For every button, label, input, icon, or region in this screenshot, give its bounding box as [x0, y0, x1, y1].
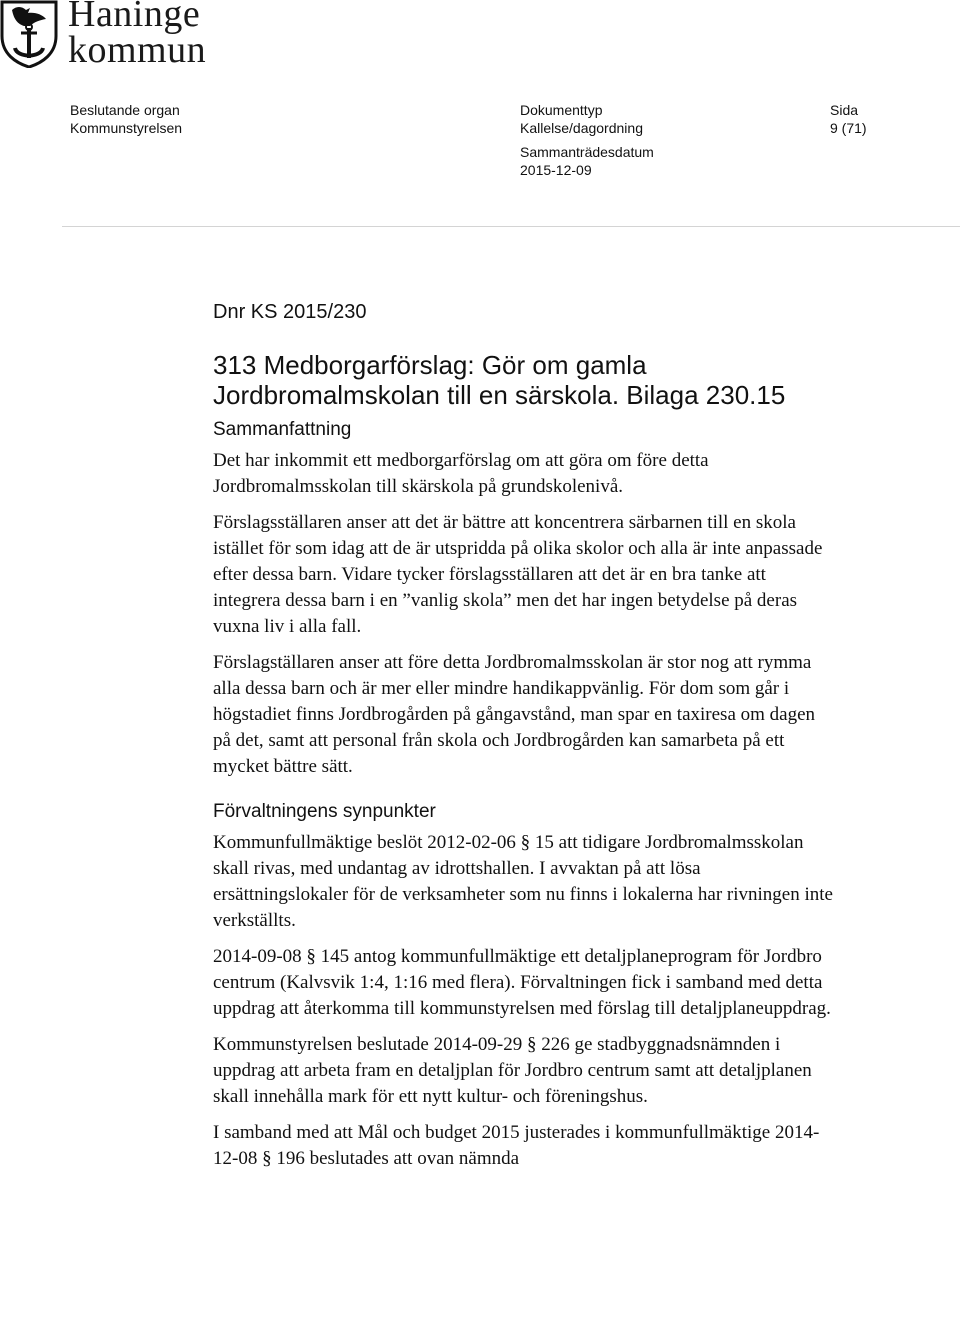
page-label: Sida	[830, 102, 859, 118]
date-label: Sammanträdesdatum	[520, 144, 654, 160]
agenda-item-heading: 313 Medborgarförslag: Gör om gamla Jordbromalmskolan till en särskola. Bilaga 230.15	[213, 350, 786, 410]
header-date	[520, 143, 654, 179]
header-doctype	[520, 101, 643, 137]
doctype-label: Dokumenttyp	[520, 102, 603, 118]
paragraph: Det har inkommit ett medborgarförslag om att göra om före detta Jordbromalmsskolan till skärskola på grundskolenivå.	[213, 450, 709, 497]
paragraph: Kommunfullmäktige beslöt 2012-02-06 § 15 att tidigare Jordbromalmsskolan skall rivas, med undantag av idrottshallen. I avvaktan på att lösa ersättningslokaler för de verksamheter som nu finns i lokalerna har rivningen inte verkställts.	[213, 832, 833, 931]
paragraph: 2014-09-08 § 145 antog kommunfullmäktige ett detaljplaneprogram för Jordbro centrum (Kalvsvik 1:4, 1:16 med flera). Förvaltningen fick i samband med detta uppdrag att återkomma till kommunstyrelsen med förslag till detaljplaneuppdrag.	[213, 946, 831, 1019]
logo-wordmark	[68, 0, 207, 71]
section-administration-views	[213, 800, 833, 1172]
header-divider	[62, 226, 960, 227]
date-value: 2015-12-09	[520, 162, 592, 178]
paragraph: Förslagställaren anser att före detta Jordbromalmsskolan är stor nog att rymma alla dessa barn och är mer eller mindre handikappvänlig. För dom som går i högstadiet finns Jordbrogården på gångavstånd, man spar en taxiresa om dagen på det, samt att personal från skola och Jordbrogården kan samarbeta på ett mycket bättre sätt.	[213, 652, 816, 777]
section-title: Förvaltningens synpunkter	[213, 801, 436, 822]
header-page	[830, 101, 867, 137]
logo-line-1: Haninge	[68, 0, 201, 35]
logo-line-2: kommun	[68, 29, 207, 71]
paragraph: Kommunstyrelsen beslutade 2014-09-29 § 226 ge stadbyggnadsnämnden i uppdrag att arbeta fram en detaljplan för Jordbro centrum samt att detaljplanen skall innehålla mark för ett nytt kultur- och föreningshus.	[213, 1034, 812, 1107]
paragraph: Förslagsställaren anser att det är bättre att koncentrera särbarnen till en skola istället för som idag att de är utspridda på olika skolor och alla är inte anpassade efter dessa barn. Vidare tycker förslagsställaren att det är en bra tanke att integrera dessa barn i en ”vanlig skola” men det har ingen betydelse på deras vuxna liv i alla fall.	[213, 512, 823, 637]
dnr-reference: Dnr KS 2015/230	[213, 301, 367, 323]
coat-of-arms-icon	[0, 0, 58, 68]
doctype-value: Kallelse/dagordning	[520, 120, 643, 136]
haninge-logo	[0, 0, 230, 75]
paragraph: I samband med att Mål och budget 2015 justerades i kommunfullmäktige 2014-12-08 § 196 beslutades att ovan nämnda	[213, 1122, 820, 1169]
header-organ	[70, 101, 182, 137]
page-value: 9 (71)	[830, 120, 867, 136]
document-body	[213, 300, 833, 1172]
organ-label: Beslutande organ	[70, 102, 180, 118]
section-summary	[213, 418, 833, 780]
organ-value: Kommunstyrelsen	[70, 120, 183, 136]
section-title: Sammanfattning	[213, 419, 352, 440]
